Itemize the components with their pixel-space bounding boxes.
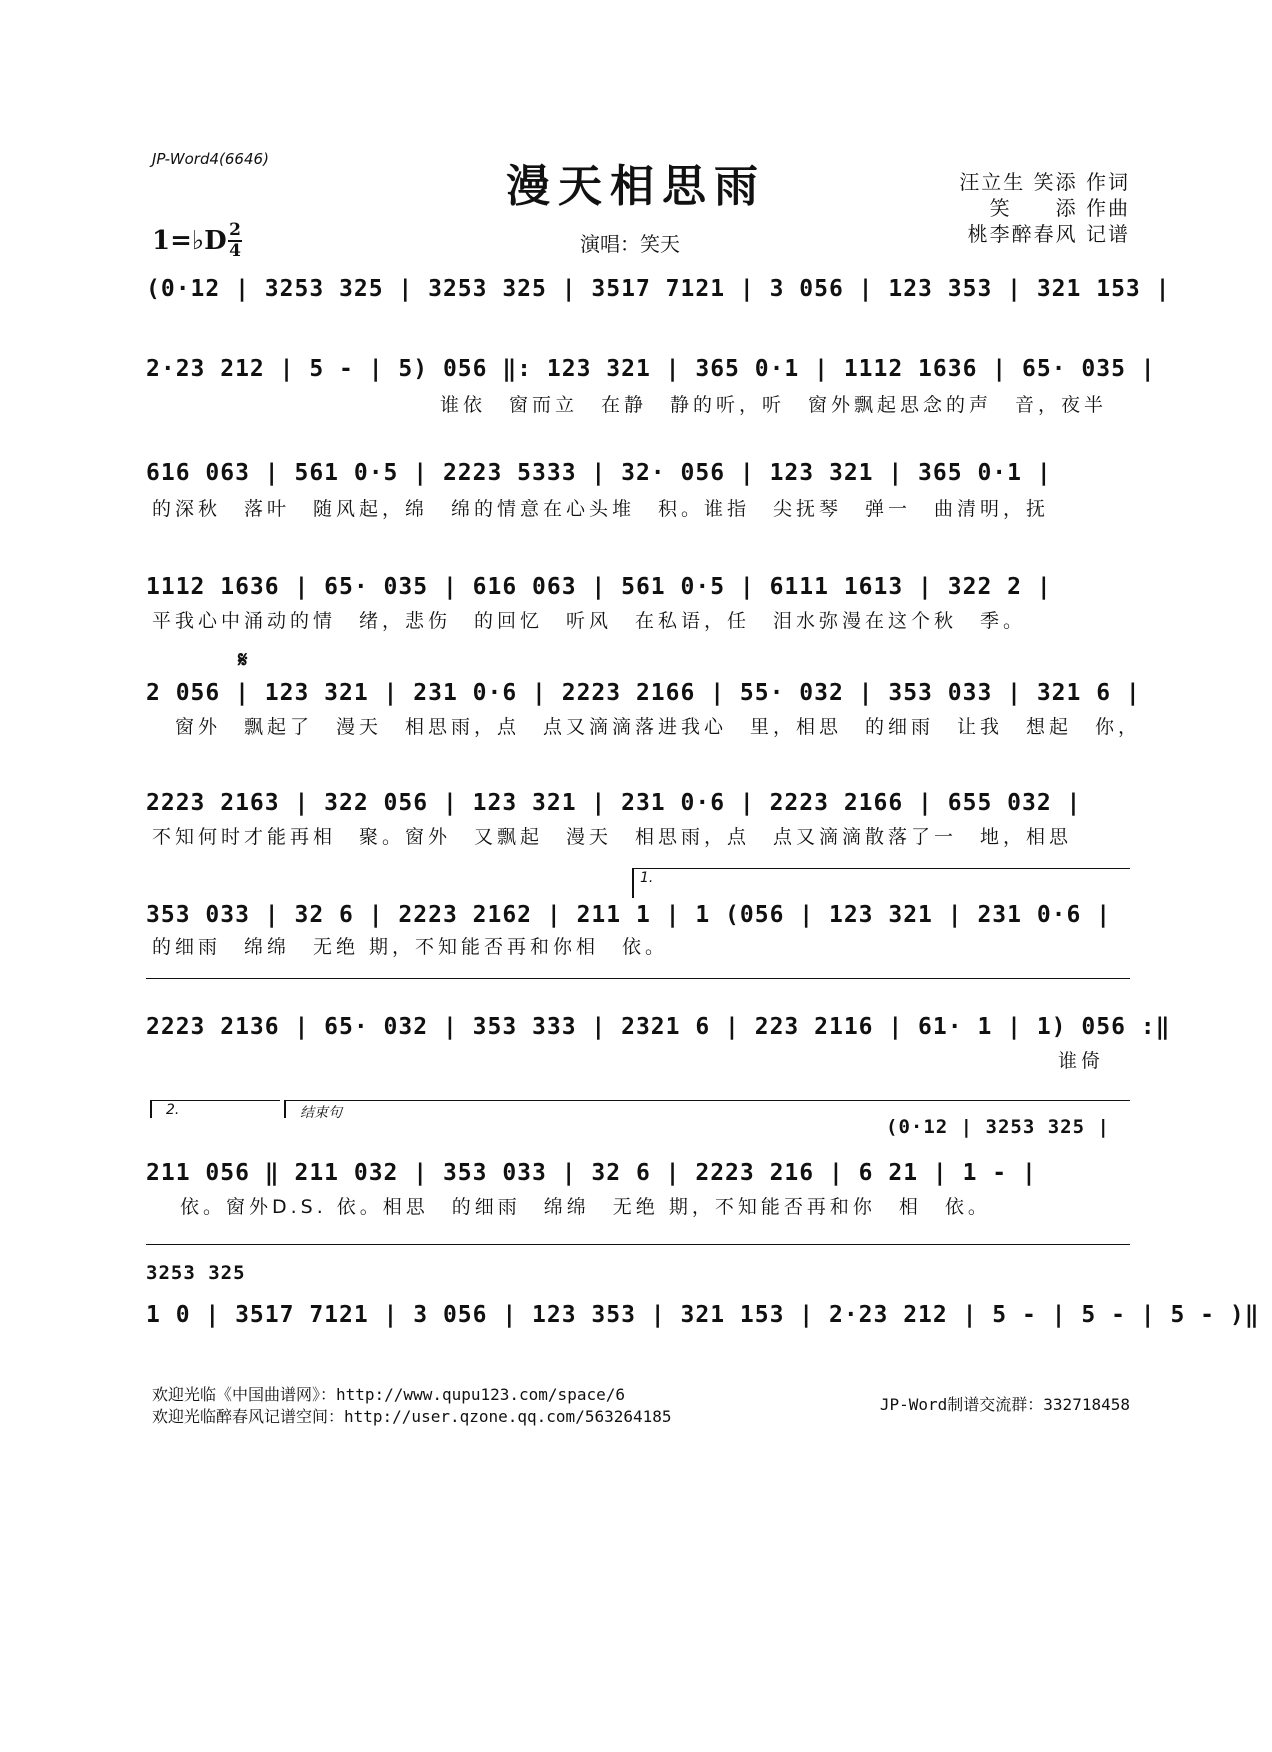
segno-sign: 𝄋 [238,648,248,673]
time-signature [228,222,242,260]
key-signature: 1=♭D [152,226,227,256]
intro-reprise-notes: (0·12 | 3253 325 | [886,1116,1110,1138]
credit-lyricist: 汪立生 笑添 作词 [959,170,1130,194]
score-row-2-lyrics: 谁依 窗而立 在静 静的听，听 窗外飘起思念的声 音，夜半 [440,394,1108,416]
credit-composer: 笑 添 作曲 [989,196,1130,220]
score-row-4-notes: 1112 1636 | 65· 035 | 616 063 | 561 0·5 | 6111 1613 | 322 2 | [146,574,1052,600]
score-row-6-lyrics: 不知何时才能再相 聚。窗外 又飘起 漫天 相思雨，点 点又滴滴散落了一 地，相思 [152,826,1073,848]
ending-start [284,1100,286,1118]
score-row-9-lyrics: 依。窗外D.S. 依。相思 的细雨 绵绵 无绝 期，不知能否再和你 相 依。 [180,1196,991,1218]
ending-bracket [284,1100,1130,1101]
ending-continuation [146,1244,1130,1245]
volta-1-bracket [632,868,1130,869]
footer-link-1: 欢迎光临《中国曲谱网》：http://www.qupu123.com/space/6 [152,1385,625,1404]
volta-2-bracket [150,1100,280,1101]
score-row-2-notes: 2·23 212 | 5 - | 5) 056 ‖: 123 321 | 365 0·1 | 1112 1636 | 65· 035 | [146,356,1156,382]
score-row-5-lyrics: 窗外 飘起了 漫天 相思雨，点 点又滴滴落进我心 里，相思 的细雨 让我 想起 你， [152,716,1142,738]
footer-link-2: 欢迎光临醉春风记谱空间：http://user.qzone.qq.com/563264185 [152,1407,672,1426]
volta-1-label: 1. [640,870,654,886]
volta-1-start [632,868,634,898]
score-row-7-notes: 353 033 | 32 6 | 2223 2162 | 211 1 | 1 (056 | 123 321 | 231 0·6 | [146,902,1112,928]
score-row-8-lyrics: 谁倚 [1058,1050,1105,1072]
software-label: JP-Word4(6646) [152,150,269,168]
score-row-6-notes: 2223 2163 | 322 056 | 123 321 | 231 0·6 | 2223 2166 | 655 032 | [146,790,1082,816]
ending-label: 结束句 [300,1105,342,1121]
score-row-8-notes: 2223 2136 | 65· 032 | 353 333 | 2321 6 | 223 2116 | 61· 1 | 1) 056 :‖ [146,1014,1171,1040]
coda-upper-notes: 3253 325 [146,1262,246,1284]
credit-transcriber: 桃李醉春风 记谱 [967,222,1130,246]
volta-2-start [150,1100,152,1118]
song-title: 漫天相思雨 [506,161,766,212]
volta-2-label: 2. [166,1102,180,1118]
score-row-1-notes: (0·12 | 3253 325 | 3253 325 | 3517 7121 | 3 056 | 123 353 | 321 153 | [146,276,1171,302]
score-row-5-notes: 2 056 | 123 321 | 231 0·6 | 2223 2166 | 55· 032 | 353 033 | 321 6 | [146,680,1141,706]
time-numerator: 2 [229,220,241,240]
score-row-7-lyrics: 的细雨 绵绵 无绝 期，不知能否再和你相 依。 [152,936,669,958]
score-row-4-lyrics: 平我心中涌动的情 绪，悲伤 的回忆 听风 在私语，任 泪水弥漫在这个秋 季。 [152,610,1027,632]
score-row-3-lyrics: 的深秋 落叶 随风起，绵 绵的情意在心头堆 积。谁指 尖抚琴 弹一 曲清明，抚 [152,498,1050,520]
score-row-3-notes: 616 063 | 561 0·5 | 2223 5333 | 32· 056 | 123 321 | 365 0·1 | [146,460,1052,486]
performer-label: 演唱：笑天 [580,232,680,256]
footer-group: JP-Word制谱交流群：332718458 [879,1395,1130,1414]
volta-1-continuation [146,978,1130,979]
score-row-10-notes: 1 0 | 3517 7121 | 3 056 | 123 353 | 321 153 | 2·23 212 | 5 - | 5 - | 5 - )‖ [146,1302,1260,1328]
score-row-9-notes: 211 056 ‖ 211 032 | 353 033 | 32 6 | 2223 216 | 6 21 | 1 - | [146,1160,1037,1186]
time-denominator: 4 [229,241,241,261]
